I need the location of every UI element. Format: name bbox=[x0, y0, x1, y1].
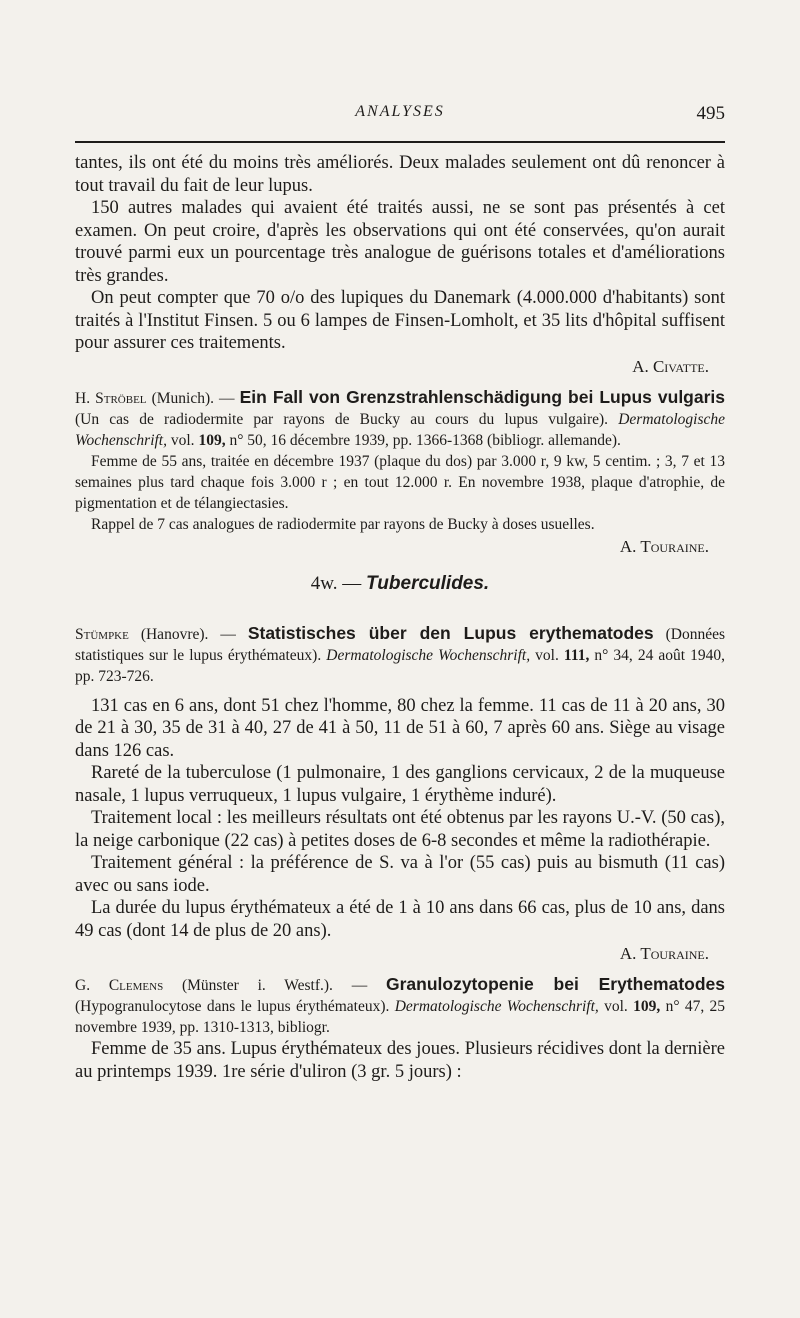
issue-date: n° 34, 24 août 1940, pp. 723-726. bbox=[75, 646, 726, 685]
page-number: 495 bbox=[696, 103, 725, 124]
running-title: ANALYSES bbox=[355, 103, 445, 120]
section-number: 4w. — bbox=[310, 572, 362, 594]
journal-name: Dermatologische Wochenschrift, bbox=[75, 410, 725, 449]
section-heading bbox=[75, 573, 725, 595]
review-author: Stümpke bbox=[75, 625, 129, 643]
section-title: Tuberculides. bbox=[366, 572, 490, 594]
paragraph: Traitement local : les meilleurs résultats ont été obtenus par les rayons U.-V. (50 cas), la neige carbonique (22 cas) à petites doses de 6-8 secondes et même la radiothérapie. bbox=[75, 808, 725, 851]
spacer bbox=[75, 966, 725, 974]
volume-prefix: vol. bbox=[604, 998, 628, 1015]
review-reference bbox=[75, 974, 725, 1038]
page-body bbox=[75, 152, 725, 1083]
header-rule bbox=[75, 141, 725, 143]
paragraph: On peut compter que 70 o/o des lupiques du Danemark (4.000.000 d'habitants) sont traités à l'Institut Finsen. 5 ou 6 lampes de Finsen-Lomholt, et 35 lits d'hôpital suffisent pour assurer ces traitements. bbox=[75, 288, 725, 353]
volume-prefix: vol. bbox=[170, 431, 195, 449]
review-location: (Münster i. Westf.). — bbox=[181, 977, 368, 994]
review-title-german: Statistisches über den Lupus erythematodes bbox=[247, 622, 654, 643]
review-reference bbox=[75, 623, 725, 687]
paragraph: Femme de 35 ans. Lupus érythémateux des joues. Plusieurs récidives dont la dernière au printemps 1939. 1re série d'uliron (3 gr. 5 jours) : bbox=[75, 1039, 725, 1082]
review-title-german: Granulozytopenie bei Erythematodes bbox=[385, 974, 726, 994]
review-title-french: (Un cas de radiodermite par rayons de Bucky au cours du lupus vulgaire). bbox=[75, 410, 609, 428]
volume-number: 109, bbox=[633, 998, 661, 1015]
paragraph: Femme de 55 ans, traitée en décembre 1937 (plaque du dos) par 3.000 r, 9 kw, 5 centim. ; 3, 7 et 13 semaines plus tard chaque fois 3.000 r ; en tout 12.000 r. En novembre 1938, plaque d'atrophie, de pigmentation et de télangiectasies. bbox=[75, 452, 725, 512]
paragraph: Rareté de la tuberculose (1 pulmonaire, 1 des ganglions cervicaux, 2 de la muqueuse nasale, 1 lupus verruqueux, 1 lupus vulgaire, 1 érythème induré). bbox=[75, 763, 725, 806]
review-reference bbox=[75, 387, 725, 451]
paragraph: tantes, ils ont été du moins très améliorés. Deux malades seulement ont dû renoncer à tout travail du fait de leur lupus. bbox=[75, 153, 725, 196]
volume-number: 109, bbox=[198, 431, 226, 449]
paragraph: 131 cas en 6 ans, dont 51 chez l'homme, 80 chez la femme. 11 cas de 11 à 20 ans, 30 de 21 à 30, 35 de 31 à 40, 27 de 41 à 50, 11 de 51 à 60, 7 après 60 ans. Siège au visage dans 126 cas. bbox=[75, 695, 725, 761]
paragraph: Traitement général : la préférence de S. va à l'or (55 cas) puis au bismuth (11 cas) avec ou sans iode. bbox=[75, 853, 725, 896]
review-author: G. Clemens bbox=[75, 977, 164, 994]
spacer bbox=[75, 595, 725, 623]
journal-name: Dermatologische Wochenschrift, bbox=[394, 998, 599, 1015]
review-title-german: Ein Fall von Grenzstrahlenschädigung bei Lupus vulgaris bbox=[239, 386, 726, 407]
issue-date: n° 47, 25 novembre 1939, pp. 1310-1313, bibliogr. bbox=[75, 998, 726, 1036]
paragraph: La durée du lupus érythémateux a été de 1 à 10 ans dans 66 cas, plus de 10 ans, dans 49 cas (dont 14 de plus de 20 ans). bbox=[75, 898, 725, 941]
review-title-french: (Données statistiques sur le lupus érythémateux). bbox=[75, 625, 725, 664]
review-location: (Munich). — bbox=[151, 389, 235, 407]
spacer bbox=[75, 559, 725, 573]
spacer bbox=[75, 379, 725, 387]
review-signature: A. Touraine. bbox=[619, 536, 709, 556]
paragraph: 150 autres malades qui avaient été traités aussi, ne se sont pas présentés à cet examen. On peut croire, d'après les observations qui ont été conservées, qu'on aurait trouvé parmi eux un pourcentage très analogue de guérisons totales et d'améliorations très grandes. bbox=[75, 198, 725, 286]
volume-prefix: vol. bbox=[535, 646, 559, 664]
review-author: H. Ströbel bbox=[75, 389, 147, 407]
journal-name: Dermatologische Wochenschrift, bbox=[326, 646, 531, 664]
review-title-french: (Hypogranulocytose dans le lupus érythémateux). bbox=[75, 998, 390, 1015]
running-header bbox=[75, 103, 725, 137]
spacer bbox=[75, 687, 725, 695]
review-location: (Hanovre). — bbox=[140, 625, 236, 643]
issue-date: n° 50, 16 décembre 1939, pp. 1366-1368 (bibliogr. allemande). bbox=[229, 431, 621, 449]
review-signature: A. Touraine. bbox=[619, 944, 709, 963]
paragraph: Rappel de 7 cas analogues de radiodermite par rayons de Bucky à doses usuelles. bbox=[91, 515, 595, 533]
volume-number: 111, bbox=[563, 646, 590, 664]
review-signature: A. Civatte. bbox=[632, 356, 709, 376]
